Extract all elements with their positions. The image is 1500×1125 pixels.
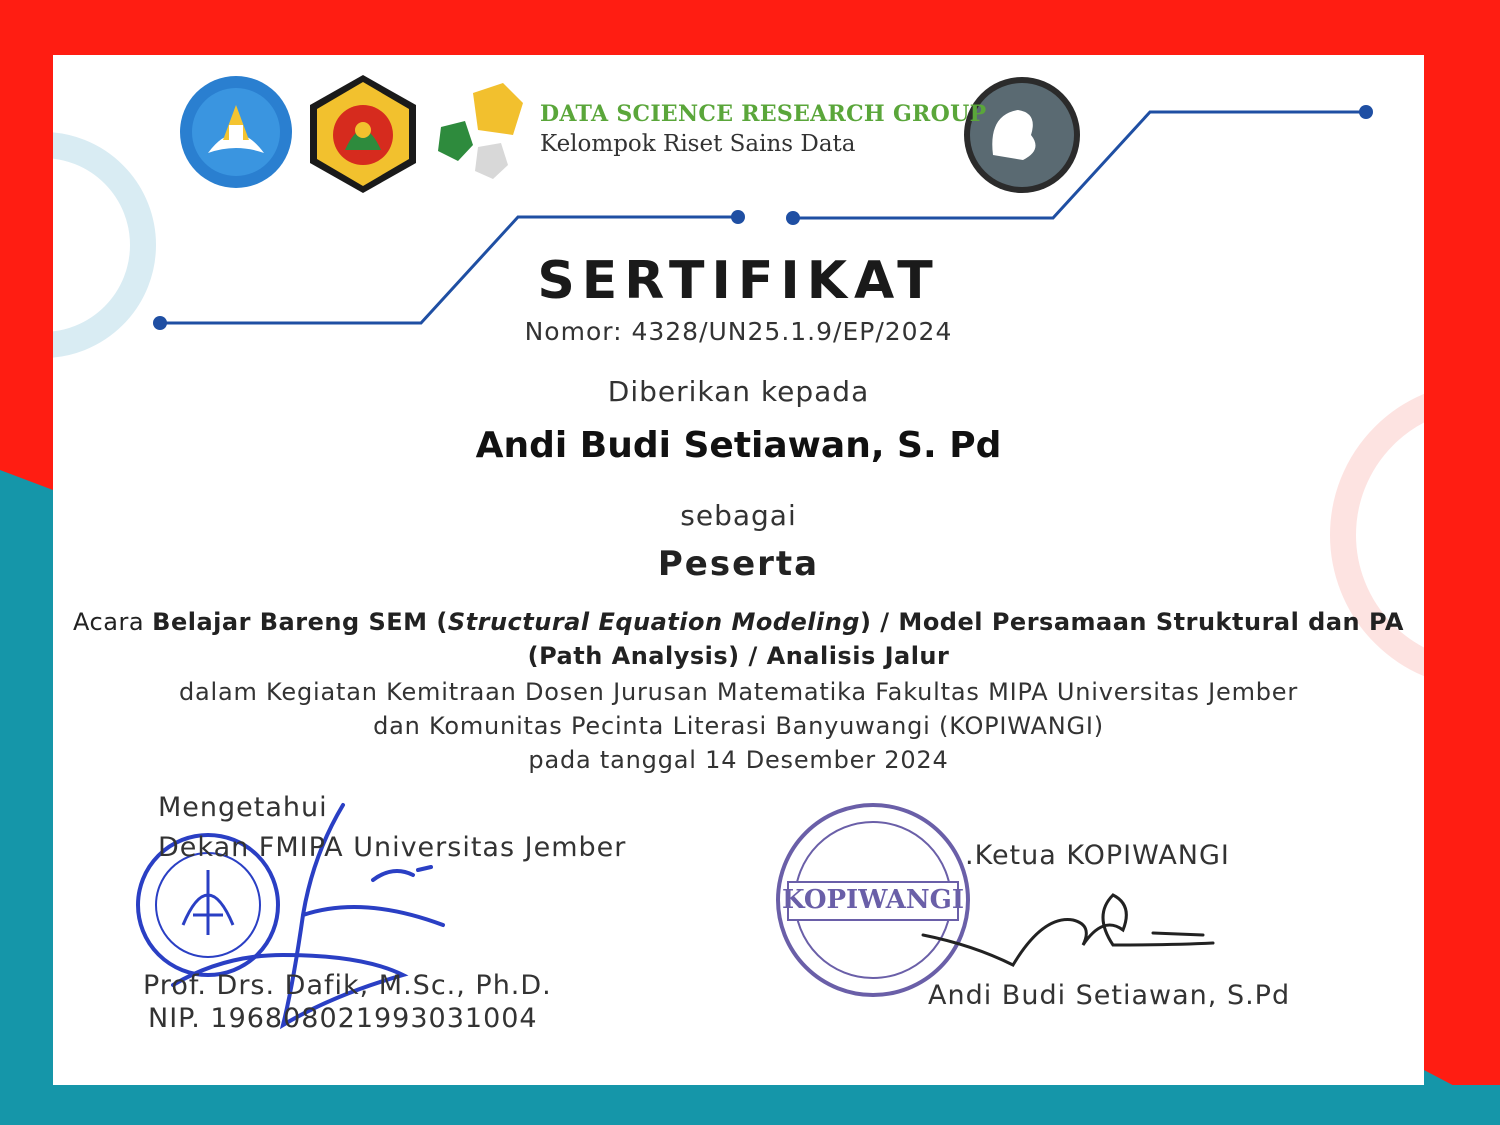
dsrg-logo	[438, 83, 523, 179]
certificate-card	[53, 55, 1424, 1085]
recipient-role: Peserta	[657, 544, 820, 584]
dsrg-title: DATA SCIENCE RESEARCH GROUP	[540, 101, 987, 127]
event-details	[53, 675, 1424, 777]
given-to-label: Diberikan kepada	[607, 375, 870, 408]
signature-right-title: .Ketua KOPIWANGI	[965, 840, 1230, 871]
as-label: sebagai	[680, 499, 797, 532]
kopiwangi-logo	[964, 77, 1080, 193]
signature-left-line2: Dekan FMIPA Universitas Jember	[158, 832, 627, 863]
event-name-italic: Structural Equation Modeling	[447, 608, 860, 636]
detail-line-3: pada tanggal 14 Desember 2024	[528, 746, 949, 774]
kopiwangi-stamp-label: KOPIWANGI	[781, 885, 965, 915]
event-name-part1: Belajar Bareng SEM (	[152, 608, 448, 636]
detail-line-2: dan Komunitas Pecinta Literasi Banyuwangi (KOPIWANGI)	[373, 712, 1104, 740]
detail-line-1: dalam Kegiatan Kemitraan Dosen Jurusan Matematika Fakultas MIPA Universitas Jember	[178, 678, 1299, 706]
dsrg-subtitle: Kelompok Riset Sains Data	[540, 131, 856, 157]
recipient-name: Andi Budi Setiawan, S. Pd	[475, 425, 1002, 466]
tutwuri-logo	[180, 76, 292, 188]
bottom-strip	[0, 1085, 1500, 1125]
certificate-title: SERTIFIKAT	[537, 251, 940, 311]
chairman-signature	[913, 875, 1233, 985]
unej-logo	[310, 75, 416, 193]
signature-right-name: Andi Budi Setiawan, S.Pd	[928, 980, 1291, 1011]
event-prefix: Acara	[73, 608, 153, 636]
signature-left-nip: NIP. 196808021993031004	[148, 1003, 538, 1034]
event-description	[73, 605, 1404, 673]
signature-left-name: Prof. Drs. Dafik, M.Sc., Ph.D.	[143, 970, 552, 1001]
event-name-part2: ) / Model Persamaan Struktural dan PA (Path Analysis) / Analisis Jalur	[527, 608, 1404, 670]
certificate-number: Nomor: 4328/UN25.1.9/EP/2024	[524, 317, 953, 346]
signature-left-line1: Mengetahui	[158, 792, 328, 823]
